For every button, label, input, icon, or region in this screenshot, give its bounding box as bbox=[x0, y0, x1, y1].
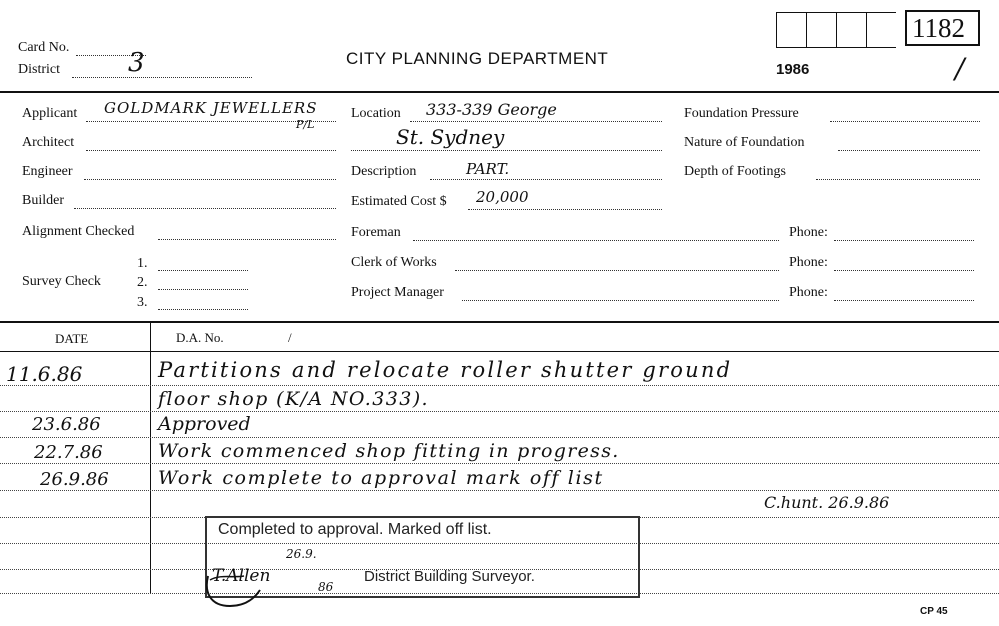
builder-dots bbox=[74, 208, 336, 209]
district-value: 3 bbox=[128, 48, 145, 78]
location-value: 333-339 George bbox=[426, 100, 557, 119]
date-header: DATE bbox=[55, 331, 89, 346]
foreman-phone-label: Phone: bbox=[789, 225, 828, 240]
survey-item-2: 2. bbox=[137, 275, 148, 290]
engineer-label: Engineer bbox=[22, 164, 73, 179]
applicant-label: Applicant bbox=[22, 106, 78, 121]
clerk-label: Clerk of Works bbox=[351, 255, 437, 270]
builder-label: Builder bbox=[22, 193, 64, 208]
stamp-line-1: Completed to approval. Marked off list. bbox=[218, 521, 492, 538]
file-suffix: / bbox=[955, 52, 965, 85]
depth-footings-label: Depth of Footings bbox=[684, 164, 786, 179]
entry-text: floor shop (K/A NO.333). bbox=[158, 388, 429, 410]
description-label: Description bbox=[351, 164, 417, 179]
description-dots bbox=[430, 179, 662, 180]
survey-item-3: 3. bbox=[137, 295, 148, 310]
ruled-line bbox=[0, 437, 999, 438]
survey-dots-3 bbox=[158, 309, 248, 310]
location-value-2: St. Sydney bbox=[396, 125, 505, 149]
entry-text: Work complete to approval mark off list bbox=[158, 467, 604, 489]
depth-footings-dots bbox=[816, 179, 980, 180]
initials: C.hunt. 26.9.86 bbox=[764, 493, 890, 512]
ruled-line bbox=[0, 463, 999, 464]
district-dots bbox=[72, 77, 252, 78]
entry-date: 23.6.86 bbox=[32, 414, 101, 435]
da-value: / bbox=[288, 330, 292, 345]
signature-scribble-icon bbox=[200, 568, 270, 612]
nature-foundation-label: Nature of Foundation bbox=[684, 135, 805, 150]
district-label: District bbox=[18, 62, 60, 77]
header-divider bbox=[0, 91, 999, 93]
nature-foundation-dots bbox=[838, 150, 980, 151]
ruled-line bbox=[0, 490, 999, 491]
stamp-sig-date-1: 26.9. bbox=[286, 547, 317, 561]
location-dots bbox=[410, 121, 662, 122]
foreman-label: Foreman bbox=[351, 225, 401, 240]
entry-date: 22.7.86 bbox=[34, 442, 103, 463]
applicant-value: GOLDMARK JEWELLERS bbox=[104, 99, 318, 117]
stamp-line-2: District Building Surveyor. bbox=[364, 568, 535, 585]
number-box-3 bbox=[836, 12, 866, 48]
entry-text: Partitions and relocate roller shutter ground bbox=[158, 358, 733, 382]
architect-dots bbox=[86, 150, 336, 151]
entry-date: 26.9.86 bbox=[40, 469, 109, 490]
entry-text: Work commenced shop fitting in progress. bbox=[158, 440, 620, 462]
location-dots-2 bbox=[351, 150, 662, 151]
number-box-1 bbox=[776, 12, 806, 48]
department-title: CITY PLANNING DEPARTMENT bbox=[346, 49, 609, 68]
stamp-signature: T.Allen bbox=[212, 566, 271, 586]
location-label: Location bbox=[351, 106, 401, 121]
project-manager-label: Project Manager bbox=[351, 285, 444, 300]
survey-dots-1 bbox=[158, 270, 248, 271]
estimated-cost-label: Estimated Cost $ bbox=[351, 194, 447, 209]
clerk-phone-dots bbox=[834, 270, 974, 271]
da-header: D.A. No. bbox=[176, 330, 224, 345]
alignment-dots bbox=[158, 239, 336, 240]
description-value: PART. bbox=[466, 160, 510, 178]
clerk-dots bbox=[455, 270, 779, 271]
estimated-cost-value: 20,000 bbox=[476, 188, 529, 206]
pm-phone-label: Phone: bbox=[789, 285, 828, 300]
applicant-value-2: P/L bbox=[296, 118, 315, 131]
date-column-divider bbox=[150, 321, 151, 593]
project-manager-dots bbox=[462, 300, 779, 301]
engineer-dots bbox=[84, 179, 336, 180]
foundation-pressure-label: Foundation Pressure bbox=[684, 106, 799, 121]
pm-phone-dots bbox=[834, 300, 974, 301]
ruled-line bbox=[0, 385, 999, 386]
alignment-label: Alignment Checked bbox=[22, 224, 135, 239]
card-no-label: Card No. bbox=[18, 40, 70, 55]
ruled-line bbox=[0, 411, 999, 412]
number-box-4 bbox=[866, 12, 896, 48]
entry-text: Approved bbox=[158, 413, 251, 435]
foreman-phone-dots bbox=[834, 240, 974, 241]
entry-date: 11.6.86 bbox=[6, 362, 83, 386]
file-number: 1182 bbox=[912, 13, 965, 43]
architect-label: Architect bbox=[22, 135, 75, 150]
clerk-phone-label: Phone: bbox=[789, 255, 828, 270]
form-code: CP 45 bbox=[920, 606, 948, 617]
stamp-sig-date-2: 86 bbox=[318, 580, 334, 594]
log-header-divider bbox=[0, 351, 999, 352]
survey-dots-2 bbox=[158, 289, 248, 290]
survey-item-1: 1. bbox=[137, 256, 148, 271]
year: 1986 bbox=[776, 61, 810, 78]
survey-label: Survey Check bbox=[22, 274, 101, 289]
foundation-pressure-dots bbox=[830, 121, 980, 122]
number-box-2 bbox=[806, 12, 836, 48]
foreman-dots bbox=[413, 240, 779, 241]
estimated-cost-dots bbox=[468, 209, 662, 210]
